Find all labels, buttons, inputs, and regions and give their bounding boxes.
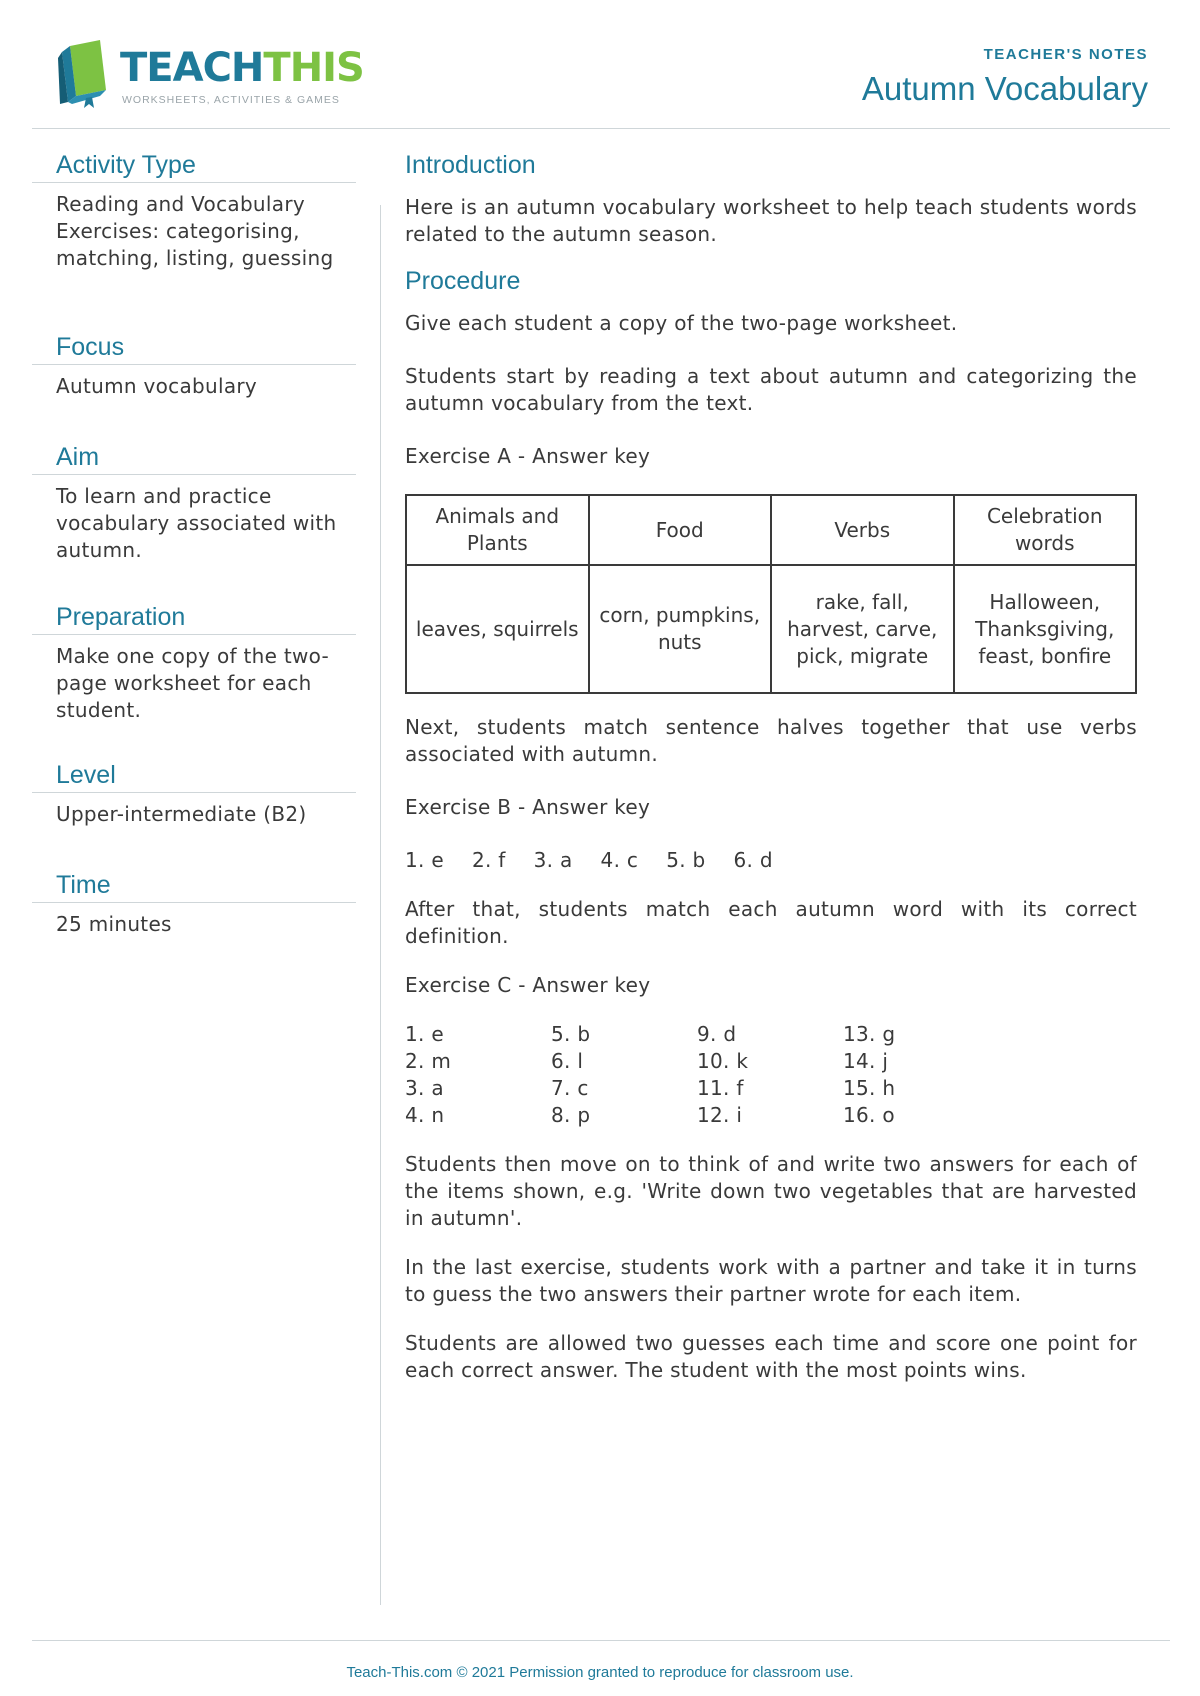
table-cell: Halloween, Thanksgiving, feast, bonfire — [954, 565, 1137, 693]
activity-type-section — [32, 148, 356, 330]
answer-item: 2. f — [471, 848, 506, 872]
procedure-paragraph: Next, students match sentence halves together that use verbs associated with autumn. — [405, 715, 1137, 766]
level-text: Upper-intermediate (B2) — [56, 802, 307, 826]
column-divider — [380, 205, 381, 1605]
focus-text: Autumn vocabulary — [56, 374, 258, 398]
answer-item: 5. b — [666, 848, 706, 872]
procedure-heading: Procedure — [405, 267, 521, 295]
table-header-cell: Celebration words — [954, 495, 1137, 565]
activity-type-heading: Activity Type — [56, 151, 196, 179]
answer-item: 14. j — [843, 1049, 889, 1073]
logo-tagline: WORKSHEETS, ACTIVITIES & GAMES — [122, 94, 340, 106]
exercise-c-answers — [405, 1021, 1137, 1129]
page-header — [0, 0, 1200, 130]
time-section — [32, 868, 356, 978]
logo-wordmark — [120, 44, 364, 92]
aim-section — [32, 440, 356, 600]
logo-word-teach: TEACH — [120, 45, 264, 91]
answer-item: 3. a — [405, 1076, 444, 1100]
exercise-b-answers — [405, 847, 1137, 874]
table-row — [406, 565, 1136, 693]
logo-word-this: THIS — [263, 45, 364, 91]
teachers-notes-label: TEACHER'S NOTES — [983, 46, 1148, 63]
introduction-heading: Introduction — [405, 151, 536, 179]
answer-item: 11. f — [697, 1076, 744, 1100]
answer-item: 1. e — [405, 1022, 444, 1046]
table-cell: leaves, squirrels — [406, 565, 589, 693]
exercise-a-label: Exercise A - Answer key — [405, 444, 651, 468]
table-cell: rake, fall, harvest, carve, pick, migrate — [771, 565, 954, 693]
answer-item: 6. d — [733, 848, 773, 872]
section-divider — [32, 634, 356, 635]
section-divider — [32, 792, 356, 793]
answer-item: 1. e — [405, 848, 444, 872]
section-divider — [32, 182, 356, 183]
preparation-section — [32, 600, 356, 758]
level-heading: Level — [56, 761, 116, 789]
procedure-paragraph: Students are allowed two guesses each time and score one point for each correct answer. The student with the most points wins. — [405, 1331, 1137, 1382]
introduction-text: Here is an autumn vocabulary worksheet to help teach students words related to the autumn season. — [405, 195, 1137, 246]
answer-item: 8. p — [551, 1103, 591, 1127]
level-section — [32, 758, 356, 868]
footer-copyright: Teach-This.com © 2021 Permission granted to reproduce for classroom use. — [346, 1664, 854, 1681]
exercise-a-answer-table — [405, 494, 1137, 694]
header-divider — [32, 128, 1170, 129]
exercise-b-label: Exercise B - Answer key — [405, 795, 651, 819]
main-content — [405, 148, 1137, 1384]
teach-this-logo[interactable] — [56, 38, 364, 114]
focus-section — [32, 330, 356, 440]
answer-item: 7. c — [551, 1076, 589, 1100]
document-title: Autumn Vocabulary — [861, 70, 1148, 107]
procedure-paragraph: Give each student a copy of the two-page worksheet. — [405, 311, 958, 335]
answer-item: 16. o — [843, 1103, 895, 1127]
procedure-paragraph: After that, students match each autumn word with its correct definition. — [405, 897, 1137, 948]
answer-item: 9. d — [697, 1022, 737, 1046]
aim-heading: Aim — [56, 443, 100, 471]
exercise-c-label: Exercise C - Answer key — [405, 973, 651, 997]
preparation-text: Make one copy of the two-page worksheet for each student. — [56, 644, 330, 722]
answer-item: 15. h — [843, 1076, 896, 1100]
preparation-heading: Preparation — [56, 603, 186, 631]
procedure-paragraph: Students start by reading a text about autumn and categorizing the autumn vocabulary from the text. — [405, 364, 1137, 415]
time-text: 25 minutes — [56, 912, 172, 936]
table-header-row — [406, 495, 1136, 565]
answer-item: 4. c — [600, 848, 639, 872]
time-heading: Time — [56, 871, 111, 899]
procedure-paragraph: Students then move on to think of and write two answers for each of the items shown, e.g. 'Write down two vegetables that are harvested in autumn'. — [405, 1152, 1137, 1230]
sidebar — [32, 148, 356, 978]
section-divider — [32, 902, 356, 903]
focus-heading: Focus — [56, 333, 125, 361]
table-cell: corn, pumpkins, nuts — [589, 565, 772, 693]
table-header-cell: Food — [589, 495, 772, 565]
aim-text: To learn and practice vocabulary associated with autumn. — [56, 484, 337, 562]
answer-item: 4. n — [405, 1103, 445, 1127]
answer-item: 2. m — [405, 1049, 452, 1073]
answer-item: 3. a — [533, 848, 573, 872]
answer-item: 10. k — [697, 1049, 749, 1073]
answer-item: 13. g — [843, 1022, 896, 1046]
table-header-cell: Verbs — [771, 495, 954, 565]
book-logo-icon — [56, 38, 116, 108]
footer-divider — [32, 1640, 1170, 1641]
section-divider — [32, 364, 356, 365]
procedure-paragraph: In the last exercise, students work with a partner and take it in turns to guess the two answers their partner wrote for each item. — [405, 1255, 1137, 1306]
table-header-cell: Animals and Plants — [406, 495, 589, 565]
activity-type-text: Reading and Vocabulary Exercises: categorising, matching, listing, guessing — [56, 192, 334, 270]
answer-item: 5. b — [551, 1022, 591, 1046]
answer-item: 12. i — [697, 1103, 743, 1127]
section-divider — [32, 474, 356, 475]
answer-item: 6. l — [551, 1049, 584, 1073]
